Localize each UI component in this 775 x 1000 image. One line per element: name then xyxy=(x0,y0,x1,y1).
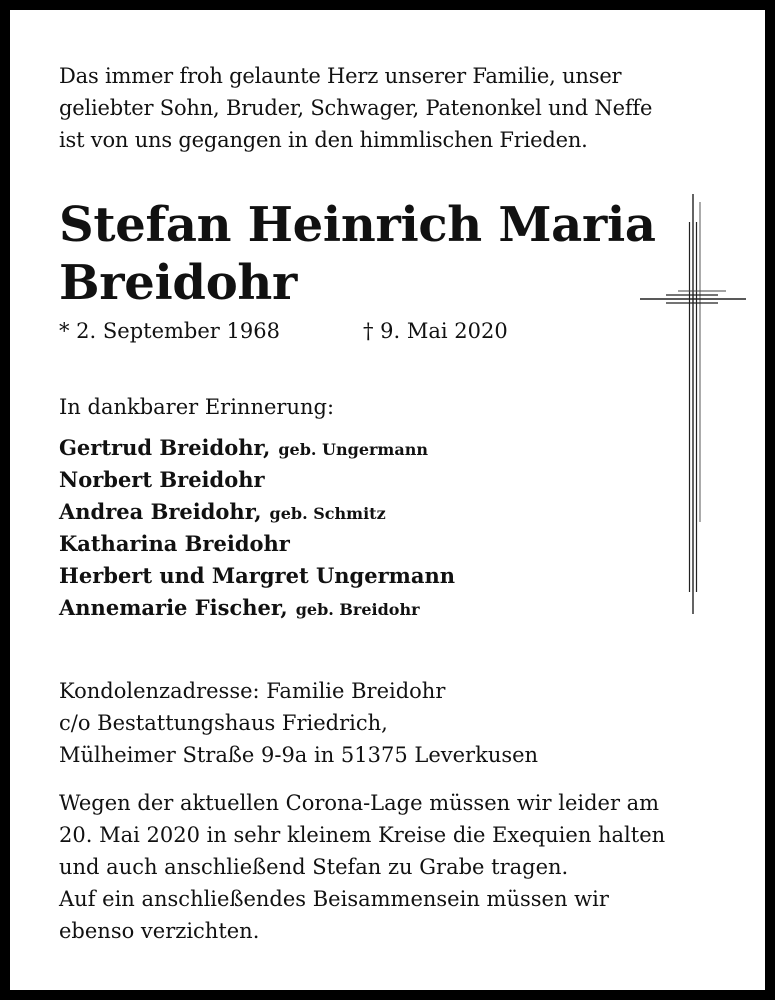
family-member xyxy=(59,432,455,464)
address-line: Kondolenzadresse: Familie Breidohr xyxy=(59,679,446,703)
address-line: Mülheimer Straße 9-9a in 51375 Leverkusen xyxy=(59,743,539,767)
closing-line: Wegen der aktuellen Corona-Lage müssen wir leider am xyxy=(59,791,660,815)
intro-line: Das immer froh gelaunte Herz unserer Familie, unser xyxy=(59,64,622,88)
family-member-note: geb. Breidohr xyxy=(295,600,420,619)
intro-text xyxy=(59,60,699,156)
family-member-name: Annemarie Fischer, xyxy=(59,595,288,620)
family-member-name: Gertrud Breidohr, xyxy=(59,435,271,460)
intro-line: ist von uns gegangen in den himmlischen Frieden. xyxy=(59,128,588,152)
family-member xyxy=(59,464,455,496)
deceased-name xyxy=(59,196,656,312)
closing-line: ebenso verzichten. xyxy=(59,919,260,943)
family-member-name: Katharina Breidohr xyxy=(59,531,290,556)
closing-line: und auch anschließend Stefan zu Grabe tragen. xyxy=(59,855,569,879)
birth-date: * 2. September 1968 xyxy=(59,319,280,343)
closing-text xyxy=(59,787,665,947)
family-member-note: geb. Schmitz xyxy=(269,504,386,523)
intro-line: geliebter Sohn, Bruder, Schwager, Patenonkel und Neffe xyxy=(59,96,653,120)
death-date: † 9. Mai 2020 xyxy=(363,319,508,343)
family-member-name: Herbert und Margret Ungermann xyxy=(59,563,456,588)
closing-line: Auf ein anschließendes Beisammensein müssen wir xyxy=(59,887,609,911)
family-member-name: Norbert Breidohr xyxy=(59,467,265,492)
family-member xyxy=(59,592,455,624)
family-member xyxy=(59,560,455,592)
deceased-name-line2: Breidohr xyxy=(59,255,297,311)
address-line: c/o Bestattungshaus Friedrich, xyxy=(59,711,388,735)
closing-line: 20. Mai 2020 in sehr kleinem Kreise die Exequien halten xyxy=(59,823,666,847)
deceased-name-line1: Stefan Heinrich Maria xyxy=(59,197,656,253)
condolence-address xyxy=(59,675,538,771)
family-member xyxy=(59,528,455,560)
obituary-card xyxy=(10,10,765,990)
cross-icon xyxy=(638,192,748,620)
gratitude-heading: In dankbarer Erinnerung: xyxy=(59,395,335,419)
family-member xyxy=(59,496,455,528)
family-member-note: geb. Ungermann xyxy=(278,440,428,459)
family-member-name: Andrea Breidohr, xyxy=(59,499,262,524)
family-list xyxy=(59,432,455,624)
